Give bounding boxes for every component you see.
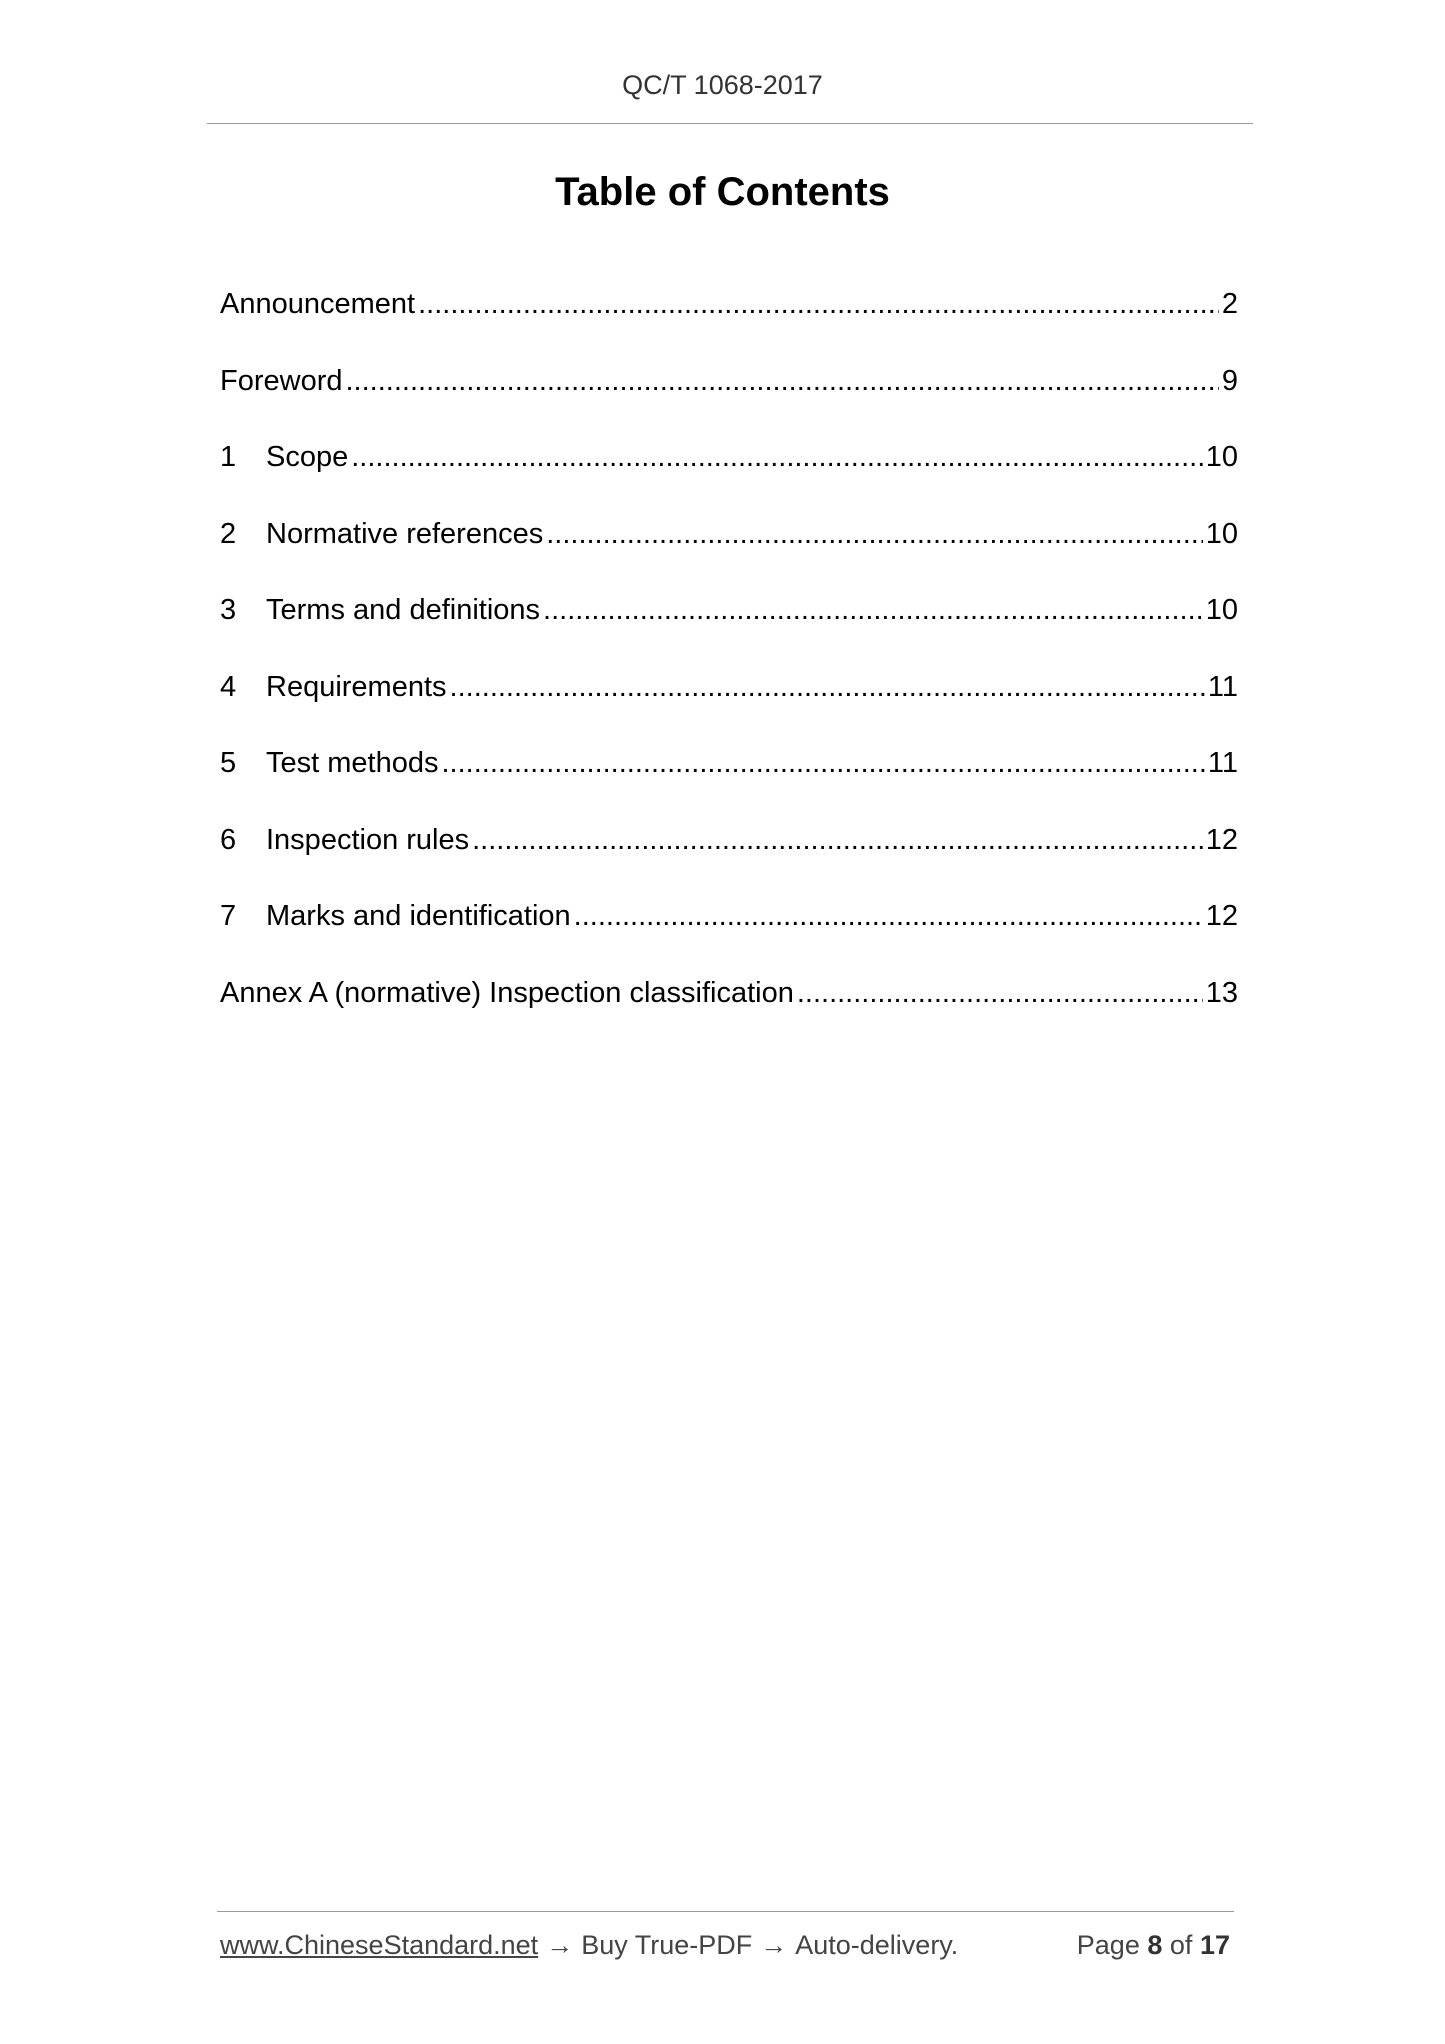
toc-dot-leader xyxy=(418,288,1219,321)
toc-entry-page: 12 xyxy=(1205,823,1238,856)
toc-entry-page: 9 xyxy=(1221,364,1238,397)
toc-entry-scope[interactable] xyxy=(220,441,1238,518)
toc-entry-page: 11 xyxy=(1207,747,1238,779)
toc-entry-page: 10 xyxy=(1205,517,1238,550)
toc-dot-leader xyxy=(441,747,1204,780)
toc-entry-terms-and-definitions[interactable] xyxy=(220,594,1238,671)
toc-entry-number: 6 xyxy=(220,823,237,856)
of-word: of xyxy=(1169,1930,1193,1960)
toc-entry-test-methods[interactable] xyxy=(220,747,1238,824)
site-link[interactable]: www.ChineseStandard.net xyxy=(220,1930,539,1960)
toc-entry-label: Scope xyxy=(266,441,349,473)
toc-entry-label: Foreword xyxy=(220,364,343,397)
toc-entry-label: Announcement xyxy=(220,288,416,320)
arrow-right-icon: → xyxy=(546,1930,574,1960)
toc-entry-label: Marks and identification xyxy=(266,900,571,932)
toc-entry-label: Annex A (normative) Inspection classification xyxy=(220,976,794,1009)
toc-dot-leader xyxy=(346,365,1219,398)
toc-dot-leader xyxy=(797,977,1203,1010)
footer-divider xyxy=(217,1911,1234,1912)
toc-entry-normative-references[interactable] xyxy=(220,518,1238,595)
toc-entry-requirements[interactable] xyxy=(220,671,1238,748)
auto-delivery-text: Auto-delivery. xyxy=(795,1930,959,1960)
toc-entry-label: Requirements xyxy=(266,670,447,703)
toc-entry-annex-a[interactable] xyxy=(220,977,1238,1054)
table-of-contents xyxy=(220,288,1238,1053)
toc-entry-inspection-rules[interactable] xyxy=(220,824,1238,901)
toc-entry-number: 7 xyxy=(220,900,237,932)
page-footer xyxy=(220,1930,1230,1961)
toc-entry-number: 2 xyxy=(220,517,237,550)
toc-dot-leader xyxy=(450,671,1205,704)
toc-entry-label: Inspection rules xyxy=(266,823,470,856)
toc-dot-leader xyxy=(546,518,1203,551)
footer-promo xyxy=(220,1930,958,1961)
toc-entry-label: Test methods xyxy=(266,747,439,779)
toc-entry-page: 12 xyxy=(1205,900,1238,932)
arrow-right-icon: → xyxy=(760,1930,788,1960)
toc-entry-page: 13 xyxy=(1205,976,1238,1009)
toc-heading: Table of Contents xyxy=(555,170,890,214)
toc-entry-page: 2 xyxy=(1221,288,1238,320)
toc-entry-number: 1 xyxy=(220,441,237,473)
current-page-number: 8 xyxy=(1147,1930,1163,1960)
toc-entry-page: 11 xyxy=(1207,670,1238,703)
toc-entry-foreword[interactable] xyxy=(220,365,1238,442)
toc-entry-label: Terms and definitions xyxy=(266,594,541,626)
toc-entry-page: 10 xyxy=(1205,594,1238,626)
page-word: Page xyxy=(1076,1930,1140,1960)
page-indicator xyxy=(1077,1930,1230,1961)
buy-true-pdf-text: Buy True-PDF xyxy=(581,1930,753,1960)
toc-entry-number: 5 xyxy=(220,747,237,779)
toc-dot-leader xyxy=(351,441,1203,474)
toc-dot-leader xyxy=(543,594,1203,627)
toc-entry-announcement[interactable] xyxy=(220,288,1238,365)
toc-entry-page: 10 xyxy=(1205,441,1238,473)
toc-entry-number: 3 xyxy=(220,594,237,626)
header-divider xyxy=(207,123,1253,124)
toc-entry-number: 4 xyxy=(220,670,237,703)
toc-entry-marks-and-identification[interactable] xyxy=(220,900,1238,977)
toc-dot-leader xyxy=(574,900,1203,933)
document-code-header: QC/T 1068-2017 xyxy=(622,70,823,100)
total-pages-number: 17 xyxy=(1199,1930,1230,1960)
toc-entry-label: Normative references xyxy=(266,517,544,550)
toc-dot-leader xyxy=(472,824,1203,857)
